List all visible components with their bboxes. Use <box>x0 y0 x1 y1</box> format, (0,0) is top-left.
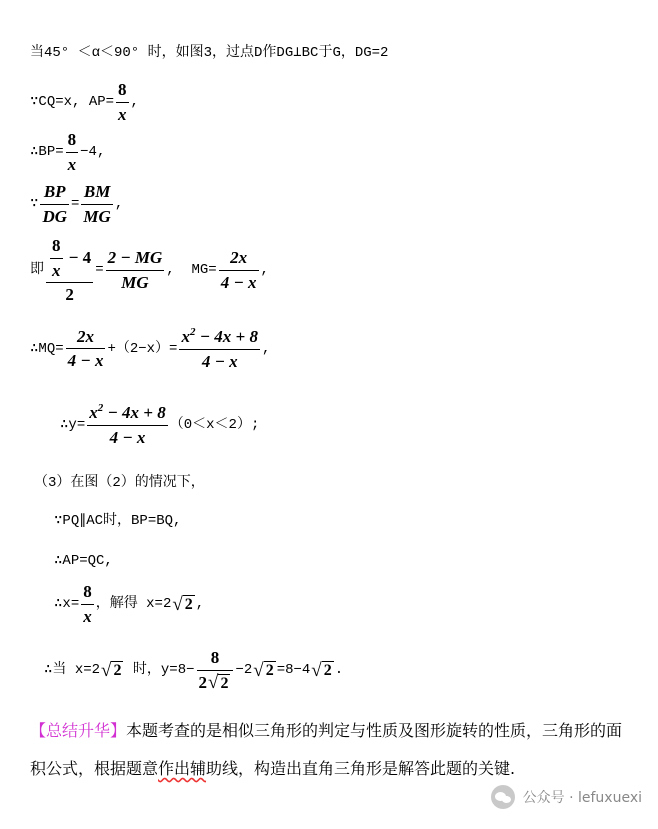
radicand: 2 <box>184 595 193 613</box>
formula-text: , <box>195 596 205 613</box>
formula-result <box>44 648 343 692</box>
fraction <box>66 327 106 371</box>
numerator: 8 <box>118 80 127 99</box>
numerator-part: − 4x + 8 <box>103 403 166 422</box>
fraction <box>179 326 260 371</box>
denominator <box>197 673 234 693</box>
condition-text: 当45° ＜α＜90° 时，如图3，过点D作DG⊥BC于G，DG=2 <box>30 45 389 61</box>
numerator: BM <box>83 182 111 201</box>
denominator: x <box>83 606 92 626</box>
fraction-bar <box>81 604 94 605</box>
fraction-bar <box>116 102 129 103</box>
radicand: 2 <box>113 661 122 679</box>
fraction-bar <box>66 348 106 349</box>
fraction-bar <box>46 282 93 283</box>
heading-text: （3）在图（2）的情况下， <box>34 475 205 491</box>
numerator: 2x <box>77 326 95 346</box>
denominator: 4 − x <box>201 351 238 371</box>
formula-parallel <box>54 514 181 528</box>
formula-text: ，解得 x=2 <box>95 596 172 613</box>
fraction-bar <box>87 425 168 426</box>
denominator: MG <box>121 272 149 292</box>
summary-paragraph <box>30 712 634 788</box>
formula-text: , <box>114 196 124 213</box>
denominator: x <box>118 104 127 124</box>
denominator: 2 <box>65 285 74 305</box>
formula-text: , <box>130 94 139 111</box>
summary-wavy-text: 作出辅 <box>158 759 207 778</box>
formula-text: ∴y= <box>60 416 86 433</box>
formula-text: +（2−x）= <box>107 340 178 357</box>
numerator: BP <box>43 182 66 201</box>
wechat-watermark <box>491 785 642 809</box>
numerator: 8 <box>210 648 220 667</box>
formula-text: ∵CQ=x, AP= <box>30 94 115 111</box>
fraction <box>66 130 79 174</box>
summary-tag: 【总结升华】 <box>30 721 127 740</box>
numerator-part: − 4x + 8 <box>195 327 258 346</box>
numerator: 2 − MG <box>107 248 163 268</box>
fraction <box>219 248 259 292</box>
formula-text: ∴BP= <box>30 144 64 161</box>
formula-mq <box>30 326 270 371</box>
formula-text: , <box>260 262 269 279</box>
denominator: 4 − x <box>220 272 257 292</box>
numerator-part: x <box>181 327 190 346</box>
fraction-bar <box>179 349 260 350</box>
formula-text: ∴当 x=2 <box>44 662 101 679</box>
formula-text: −2 <box>235 662 253 679</box>
fraction-bar <box>106 270 165 271</box>
formula-ratio <box>30 182 123 226</box>
square-root: √ 2 <box>208 672 229 694</box>
numerator <box>179 326 260 347</box>
formula-ap <box>30 80 139 124</box>
watermark-text: 公众号 · lefuxuexi <box>522 790 642 806</box>
denominator: 4 − x <box>67 351 104 371</box>
numerator: 8 <box>67 130 77 149</box>
formula-y <box>60 402 259 447</box>
square-root: √ 2 <box>311 659 332 681</box>
fraction <box>116 80 129 124</box>
square-root: √ 2 <box>172 593 193 615</box>
formula-text: =8−4 <box>276 662 311 679</box>
summary-text: 本题考查的是相似三角形的判定与性质及图形旋转的性质，三角形的面积公式，根据题意 <box>30 721 623 778</box>
numerator <box>46 236 93 280</box>
fraction <box>50 236 63 280</box>
fraction-bar <box>66 152 79 153</box>
numerator-part: x <box>89 403 98 422</box>
denominator: MG <box>83 206 111 226</box>
formula-text: ∵PQ∥AC时，BP=BQ, <box>54 513 182 529</box>
formula-bp <box>30 130 105 174</box>
formula-text: （0＜x＜2）; <box>169 416 260 433</box>
part3-heading <box>34 476 205 490</box>
wechat-icon <box>491 785 515 809</box>
formula-text: ∴x= <box>54 596 80 613</box>
fraction <box>40 182 69 226</box>
denominator: 4 − x <box>109 427 146 447</box>
formula-text: −4, <box>80 144 106 161</box>
exponent: 2 <box>189 326 196 338</box>
formula-ap-qc <box>54 554 113 568</box>
numerator: 2x <box>230 248 248 268</box>
fraction-bar <box>40 204 69 205</box>
fraction <box>81 182 112 226</box>
fraction <box>87 402 168 447</box>
summary-text: 助线，构造出直角三角形是解答此题的关键. <box>206 759 516 778</box>
fraction-bar <box>219 270 259 271</box>
fraction <box>106 248 165 292</box>
formula-text: , MG= <box>166 262 217 279</box>
formula-text: . <box>334 662 344 679</box>
formula-text: 即 <box>30 262 44 279</box>
radicand: 2 <box>323 661 332 679</box>
numerator: 8 <box>52 236 61 255</box>
formula-text: ∴AP=QC, <box>54 553 113 569</box>
fraction-bar <box>81 204 112 205</box>
compound-fraction <box>46 236 93 305</box>
exponent: 2 <box>97 402 104 414</box>
square-root: √ 2 <box>101 659 122 681</box>
formula-text: − 4 <box>64 248 92 268</box>
condition-line <box>30 46 388 60</box>
fraction-bar <box>50 258 63 259</box>
formula-text: ∵ <box>30 196 39 213</box>
fraction <box>81 582 94 626</box>
fraction-bar <box>197 670 234 671</box>
numerator <box>87 402 168 423</box>
denominator: DG <box>42 206 67 226</box>
formula-text: = <box>71 196 80 213</box>
denominator: x <box>67 154 77 174</box>
denominator: x <box>52 260 61 280</box>
formula-text: = <box>95 262 104 279</box>
radicand: 2 <box>265 661 274 679</box>
formula-mg <box>30 236 269 305</box>
square-root: √ 2 <box>253 659 274 681</box>
radicand: 2 <box>220 674 229 692</box>
formula-text: ∴MQ= <box>30 340 64 357</box>
formula-text: , <box>261 340 271 357</box>
formula-text: 时，y=8− <box>124 662 195 679</box>
coefficient: 2 <box>198 672 207 692</box>
numerator: 8 <box>83 582 92 601</box>
formula-solve <box>54 582 204 626</box>
fraction <box>197 648 234 692</box>
